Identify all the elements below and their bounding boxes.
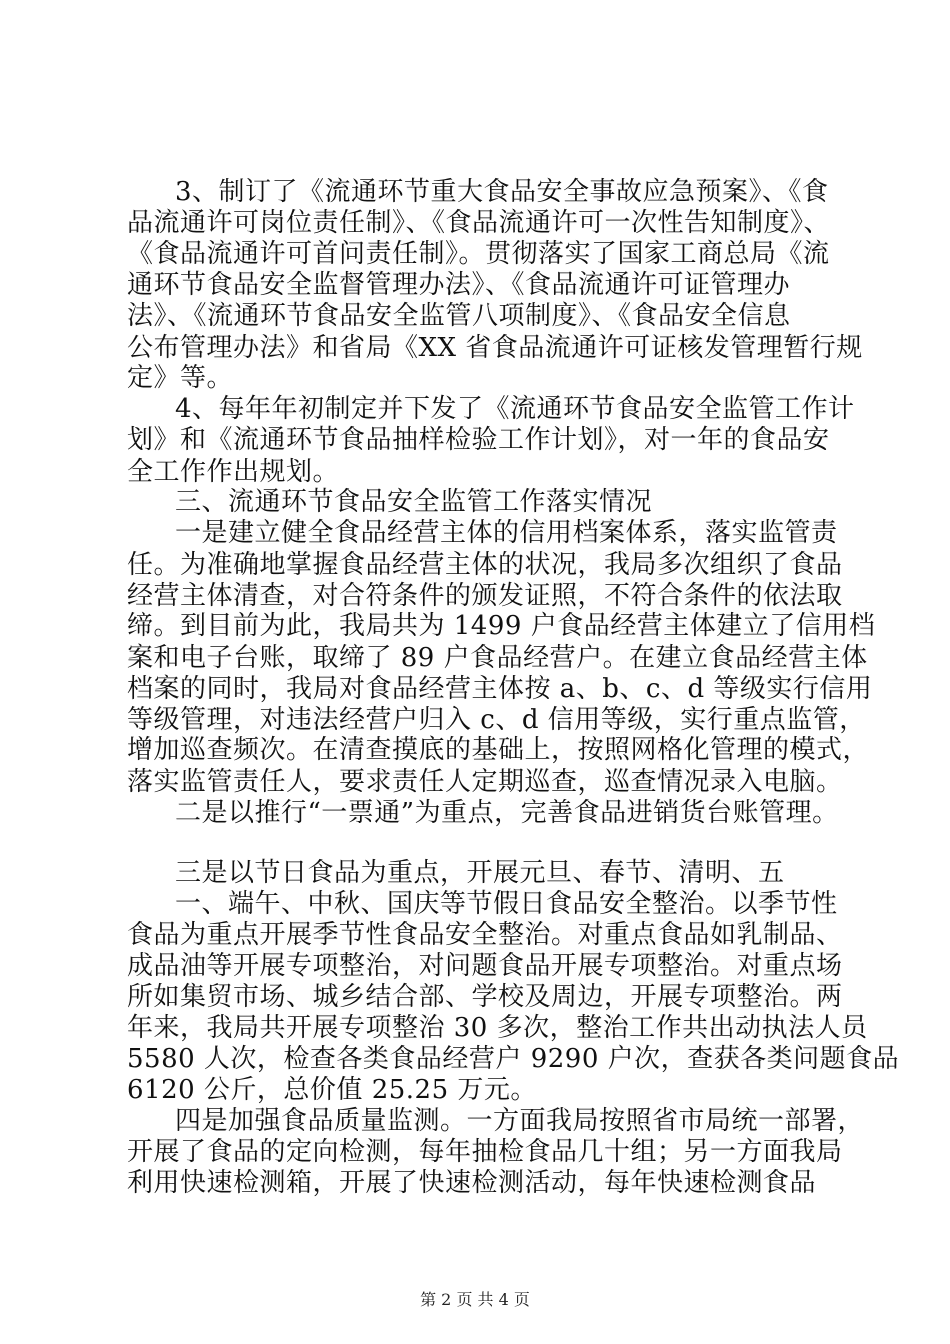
text-line: 二是以推行“一票通”为重点，完善食品进销货台账管理。 (175, 798, 839, 828)
text-line: 开展了食品的定向检测，每年抽检食品几十组；另一方面我局 (127, 1137, 843, 1167)
text-line: 四是加强食品质量监测。一方面我局按照省市局统一部署， (175, 1106, 865, 1136)
text-line: 档案的同时，我局对食品经营主体按 a、b、c、d 等级实行信用 (127, 674, 873, 704)
text-line: 《食品流通许可首问责任制》。贯彻落实了国家工商总局《流 (127, 239, 830, 269)
text-line: 6120 公斤，总价值 25.25 万元。 (127, 1075, 537, 1105)
text-line: 通环节食品安全监督管理办法》、《食品流通许可证管理办 (127, 270, 791, 300)
text-line: 落实监管责任人，要求责任人定期巡查，巡查情况录入电脑。 (127, 767, 843, 797)
text-line: 案和电子台账，取缔了 89 户食品经营户。在建立食品经营主体 (127, 643, 868, 673)
text-line: 法》、《流通环节食品安全监管八项制度》、《食品安全信息 (127, 301, 791, 331)
text-line: 缔。到目前为此，我局共为 1499 户食品经营主体建立了信用档 (127, 611, 876, 641)
text-line: 成品油等开展专项整治，对问题食品开展专项整治。对重点场 (127, 951, 843, 981)
text-line: 所如集贸市场、城乡结合部、学校及周边，开展专项整治。两 (127, 982, 843, 1012)
text-line: 三是以节日食品为重点，开展元旦、春节、清明、五 (175, 858, 785, 888)
text-line: 全工作作出规划。 (127, 457, 340, 487)
text-line: 4、每年年初制定并下发了《流通环节食品安全监管工作计 (175, 394, 855, 424)
text-line: 公布管理办法》和省局《XX 省食品流通许可证核发管理暂行规 (127, 333, 863, 363)
text-line: 任。为准确地掌握食品经营主体的状况，我局多次组织了食品 (127, 550, 843, 580)
section-heading: 三、流通环节食品安全监管工作落实情况 (175, 487, 653, 517)
text-line: 定》等。 (127, 363, 234, 393)
text-line: 食品为重点开展季节性食品安全整治。对重点食品如乳制品、 (127, 920, 843, 950)
text-line: 增加巡查频次。在清查摸底的基础上，按照网格化管理的模式， (127, 735, 870, 765)
text-line: 一是建立健全食品经营主体的信用档案体系，落实监管责 (175, 518, 838, 548)
text-line: 5580 人次，检查各类食品经营户 9290 户次，查获各类问题食品 (127, 1044, 900, 1074)
text-line: 品流通许可岗位责任制》、《食品流通许可一次性告知制度》、 (127, 208, 831, 238)
text-line: 一、端午、中秋、国庆等节假日食品安全整治。以季节性 (175, 889, 838, 919)
page-number: 第 2 页 共 4 页 (420, 1290, 530, 1309)
text-line: 3、制订了《流通环节重大食品安全事故应急预案》、《食 (175, 177, 829, 207)
text-line: 经营主体清查，对合符条件的颁发证照，不符合条件的依法取 (127, 581, 843, 611)
text-line: 年来，我局共开展专项整治 30 多次，整治工作共出动执法人员 (127, 1013, 868, 1043)
text-line: 等级管理，对违法经营户归入 c、d 信用等级，实行重点监管， (127, 705, 866, 735)
text-line: 划》和《流通环节食品抽样检验工作计划》，对一年的食品安 (127, 425, 830, 455)
text-line: 利用快速检测箱，开展了快速检测活动，每年快速检测食品 (127, 1168, 817, 1198)
